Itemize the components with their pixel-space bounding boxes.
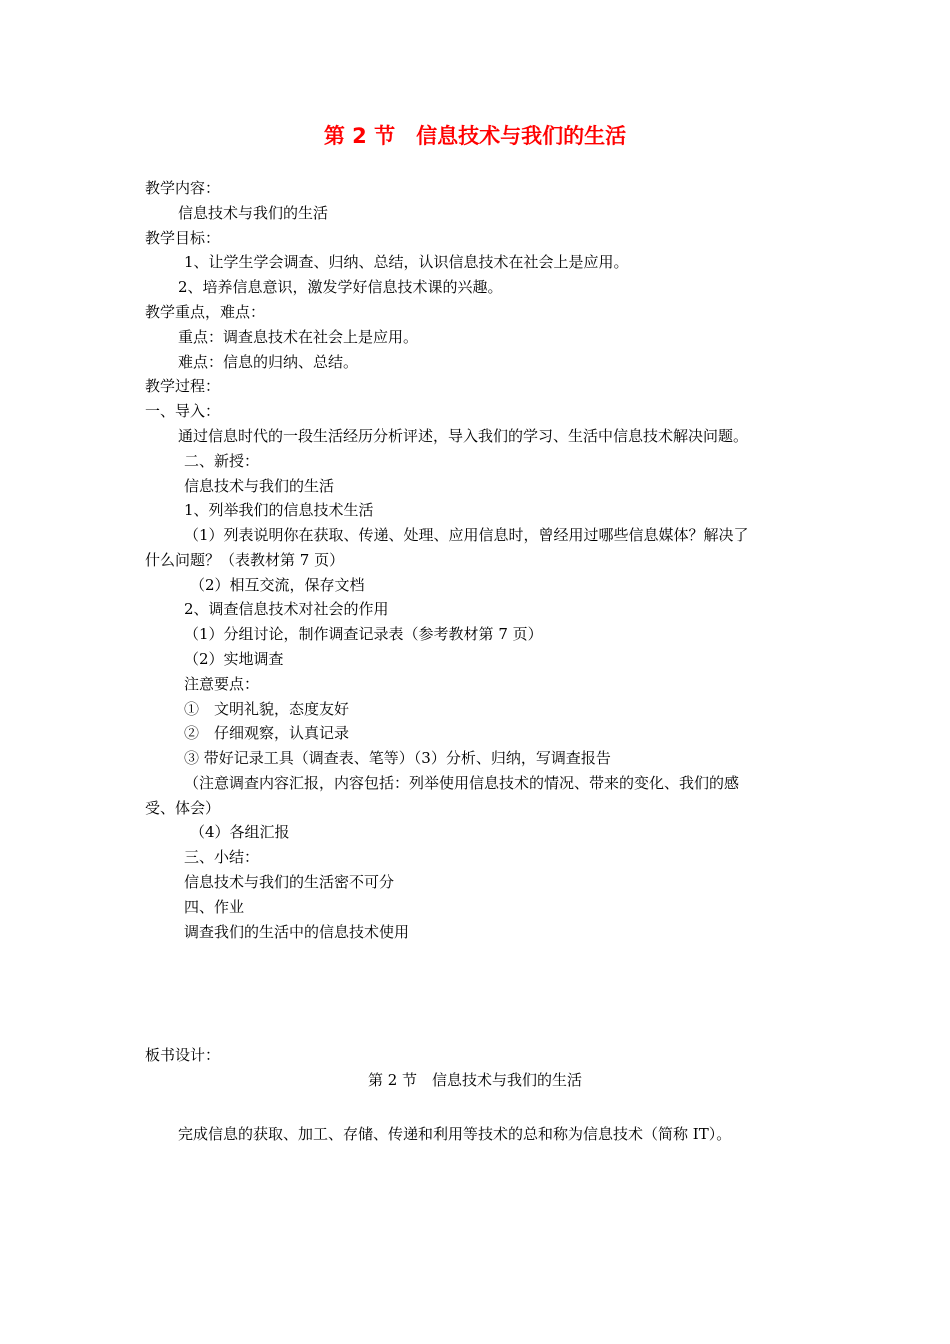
heading-key-points: 教学重点，难点： [145, 303, 266, 321]
text-line: 完成信息的获取、加工、存储、传递和利用等技术的总和称为信息技术（简称 IT）。 [178, 1125, 732, 1143]
text-line: 调查我们的生活中的信息技术使用 [184, 923, 410, 941]
text-line: （注意调查内容汇报，内容包括：列举使用信息技术的情况、带来的变化、我们的感 [184, 774, 740, 792]
text-line: 难点：信息的归纳、总结。 [178, 353, 359, 371]
text-line: （2）相互交流，保存文档 [190, 576, 365, 594]
text-line: 信息技术与我们的生活密不可分 [184, 873, 395, 891]
text-line: 1、列举我们的信息技术生活 [184, 501, 374, 519]
text-line: （1）列表说明你在获取、传递、处理、应用信息时，曾经用过哪些信息媒体？解决了 [184, 526, 749, 544]
board-title: 第 2 节 信息技术与我们的生活 [367, 1071, 583, 1089]
text-line: 受、体会） [145, 799, 221, 817]
section-summary: 三、小结： [184, 848, 260, 866]
list-item: ③ 带好记录工具（调查表、笔等）（3）分析、归纳，写调查报告 [184, 749, 611, 767]
section-homework: 四、作业 [184, 898, 245, 916]
list-item: ① 文明礼貌，态度友好 [184, 700, 350, 718]
text-line: 通过信息时代的一段生活经历分析评述，导入我们的学习、生活中信息技术解决问题。 [178, 427, 749, 445]
list-item: ② 仔细观察，认真记录 [184, 724, 350, 742]
text-line: 2、培养信息意识，激发学好信息技术课的兴趣。 [178, 278, 503, 296]
text-line: （2）实地调查 [184, 650, 284, 668]
text-line: 信息技术与我们的生活 [178, 204, 329, 222]
text-line: 1、让学生学会调查、归纳、总结，认识信息技术在社会上是应用。 [184, 253, 629, 271]
text-line: 注意要点： [184, 675, 260, 693]
heading-teaching-content: 教学内容： [145, 179, 221, 197]
document-title: 第 2 节 信息技术与我们的生活 [323, 124, 627, 148]
text-line: 信息技术与我们的生活 [184, 477, 335, 495]
text-line: （4）各组汇报 [190, 823, 290, 841]
text-line: 什么问题？（表教材第 7 页） [145, 551, 345, 569]
text-line: （1）分组讨论，制作调查记录表（参考教材第 7 页） [184, 625, 543, 643]
section-intro: 一、导入： [145, 402, 221, 420]
section-new-lesson: 二、新授： [184, 452, 260, 470]
text-line: 2、调查信息技术对社会的作用 [184, 600, 389, 618]
heading-board-design: 板书设计： [145, 1046, 221, 1064]
heading-teaching-goals: 教学目标： [145, 229, 221, 247]
text-line: 重点：调查息技术在社会上是应用。 [178, 328, 419, 346]
heading-teaching-process: 教学过程： [145, 377, 221, 395]
